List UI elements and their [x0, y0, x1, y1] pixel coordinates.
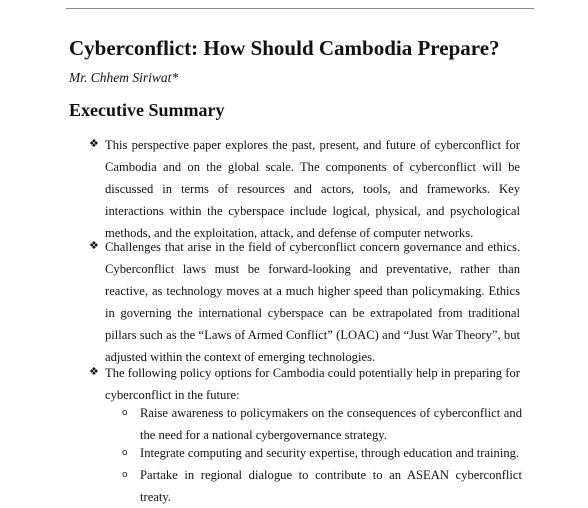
bullet-text: Challenges that arise in the field of cyberconflict concern governance and ethics. Cyberconflict laws must be forward-looking and preventative, rather than reactive, as technology moves at a much higher speed than policymaking. Ethics in governing the international cyberspace can be extrapolated from traditional pillars such as the “Laws of Armed Conflict” (LOAC) and “Just War Theory”, but adjusted within the context of emerging technologies. — [105, 240, 520, 364]
subbullet-text: Raise awareness to policymakers on the consequences of cyberconflict and the need for a national cybergovernance strategy. — [140, 406, 522, 442]
diamond-bullet-icon: ❖ — [89, 137, 99, 150]
circle-bullet-icon: o — [122, 448, 128, 458]
circle-bullet-icon: o — [122, 470, 128, 480]
bullet-text: The following policy options for Cambodia could potentially help in preparing for cyberconflict in the future: — [105, 366, 520, 402]
circle-bullet-icon: o — [122, 408, 128, 418]
diamond-bullet-icon: ❖ — [89, 239, 99, 252]
subbullet-text: Integrate computing and security expertise, through education and training. — [140, 446, 520, 460]
author-name: Mr. Chhem Siriwat* — [69, 70, 179, 85]
header-rule — [66, 8, 534, 9]
subbullet-text: Partake in regional dialogue to contribute to an ASEAN cyberconflict treaty. — [140, 468, 522, 504]
diamond-bullet-icon: ❖ — [89, 365, 99, 378]
section-heading: Executive Summary — [69, 100, 225, 120]
bullet-text: This perspective paper explores the past, present, and future of cyberconflict for Cambodia and on the global scale. The components of cyberconflict will be discussed in terms of resources and actors, tools, and frameworks. Key interactions within the cyberspace include logical, physical, and psychological methods, and the exploitation, attack, and defense of computer networks. — [105, 138, 520, 240]
document-title: Cyberconflict: How Should Cambodia Prepare? — [69, 36, 500, 60]
